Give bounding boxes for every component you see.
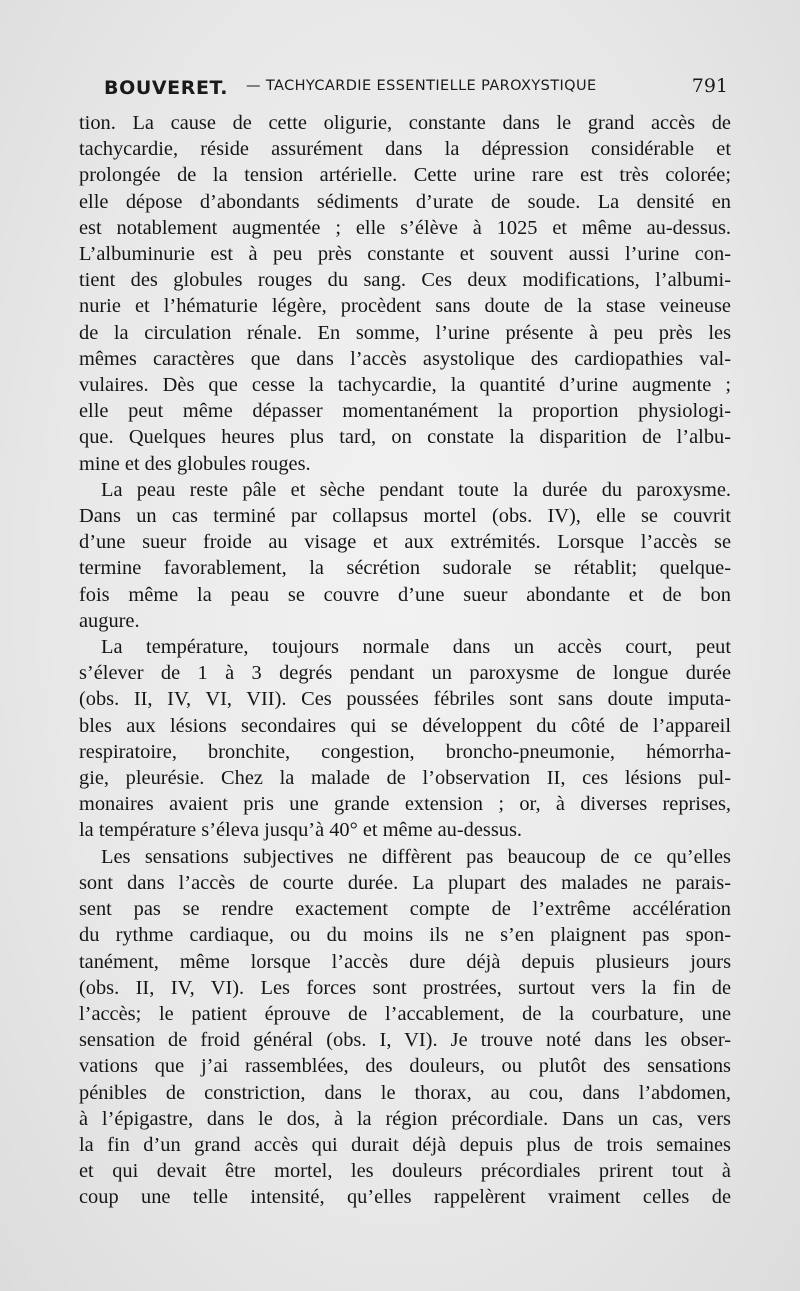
text-line: s’élever de 1 à 3 degrés pendant un paroxysme de longue durée <box>79 662 731 685</box>
header-author: BOUVERET. <box>104 77 229 99</box>
text-line: l’accès; le patient éprouve de l’accablement, de la courbature, une <box>79 1002 731 1025</box>
text-line: mêmes caractères que dans l’accès asystolique des cardiopathies val- <box>79 347 731 370</box>
text-line: sensation de froid général (obs. I, VI). Je trouve noté dans les obser- <box>79 1029 731 1052</box>
text-line: d’une sueur froide au visage et aux extrémités. Lorsque l’accès se <box>79 531 731 554</box>
text-line: gie, pleurésie. Chez la malade de l’observation II, ces lésions pul- <box>79 767 731 790</box>
text-line: tachycardie, réside assurément dans la dépression considérable et <box>79 138 731 161</box>
text-line: fois même la peau se couvre d’une sueur abondante et de bon <box>79 583 731 606</box>
text-line: Les sensations subjectives ne diffèrent pas beaucoup de ce qu’elles <box>101 845 731 868</box>
page-number: 791 <box>691 75 728 97</box>
text-line: vations que j’ai rassemblées, des douleurs, ou plutôt des sensations <box>79 1055 731 1078</box>
text-line: coup une telle intensité, qu’elles rappelèrent vraiment celles de <box>79 1186 731 1209</box>
text-line: nurie et l’hématurie légère, procèdent sans doute de la stase veineuse <box>79 295 731 318</box>
running-header <box>104 74 728 102</box>
text-line: (obs. II, IV, VI). Les forces sont prostrées, surtout vers la fin de <box>79 976 731 999</box>
text-line: est notablement augmentée ; elle s’élève à 1025 et même au-dessus. <box>79 216 731 239</box>
text-line: à l’épigastre, dans le dos, à la région précordiale. Dans un cas, vers <box>79 1107 731 1130</box>
text-line: sent pas se rendre exactement compte de l’extrême accélération <box>79 898 731 921</box>
paragraph-sensations <box>79 844 731 1211</box>
text-line: prolongée de la tension artérielle. Cette urine rare est très colorée; <box>79 164 731 187</box>
text-line: la température s’éleva jusqu’à 40° et même au-dessus. <box>79 819 522 842</box>
text-line: de la circulation rénale. En somme, l’urine présente à peu près les <box>79 321 731 344</box>
text-line: tion. La cause de cette oligurie, constante dans le grand accès de <box>79 112 731 134</box>
paragraph-temperature <box>79 634 731 844</box>
text-line: respiratoire, bronchite, congestion, broncho-pneumonie, hémorrha- <box>79 740 731 763</box>
text-line: pénibles de constriction, dans le thorax, au cou, dans l’abdomen, <box>79 1081 731 1104</box>
text-line: elle peut même dépasser momentanément la proportion physiologi- <box>79 400 731 423</box>
text-line: elle dépose d’abondants sédiments d’urate de soude. La densité en <box>79 190 731 213</box>
text-line: tanément, même lorsque l’accès dure déjà depuis plusieurs jours <box>79 950 731 973</box>
text-line: et qui devait être mortel, les douleurs précordiales prirent tout à <box>79 1160 731 1183</box>
body-text <box>79 110 731 1211</box>
text-line: (obs. II, IV, VI, VII). Ces poussées fébriles sont sans doute imputa- <box>79 688 731 711</box>
paragraph-peau <box>79 477 731 634</box>
text-line: bles aux lésions secondaires qui se développent du côté de l’appareil <box>79 714 731 737</box>
text-line: La température, toujours normale dans un accès court, peut <box>101 636 731 659</box>
text-line: tient des globules rouges du sang. Ces deux modifications, l’albumi- <box>79 269 731 292</box>
text-line: vulaires. Dès que cesse la tachycardie, la quantité d’urine augmente ; <box>79 374 731 397</box>
text-line: du rythme cardiaque, ou du moins ils ne s’en plaignent pas spon- <box>79 924 731 947</box>
text-line: monaires avaient pris une grande extension ; or, à diverses reprises, <box>79 793 731 816</box>
text-line: termine favorablement, la sécrétion sudorale se rétablit; quelque- <box>79 557 731 580</box>
text-line: Dans un cas terminé par collapsus mortel (obs. IV), elle se couvrit <box>79 505 731 528</box>
text-line: mine et des globules rouges. <box>79 452 311 475</box>
text-line: sont dans l’accès de courte durée. La plupart des malades ne parais- <box>79 871 731 894</box>
text-line: que. Quelques heures plus tard, on constate la disparition de l’albu- <box>79 426 731 449</box>
text-line: L’albuminurie est à peu près constante et souvent aussi l’urine con- <box>79 243 731 266</box>
header-title: — TACHYCARDIE ESSENTIELLE PAROXYSTIQUE <box>246 78 597 94</box>
text-line: la fin d’un grand accès qui durait déjà depuis plus de trois semaines <box>79 1133 731 1156</box>
paragraph-urine <box>79 110 731 477</box>
text-line: La peau reste pâle et sèche pendant toute la durée du paroxysme. <box>101 478 731 501</box>
text-line: augure. <box>79 609 140 632</box>
